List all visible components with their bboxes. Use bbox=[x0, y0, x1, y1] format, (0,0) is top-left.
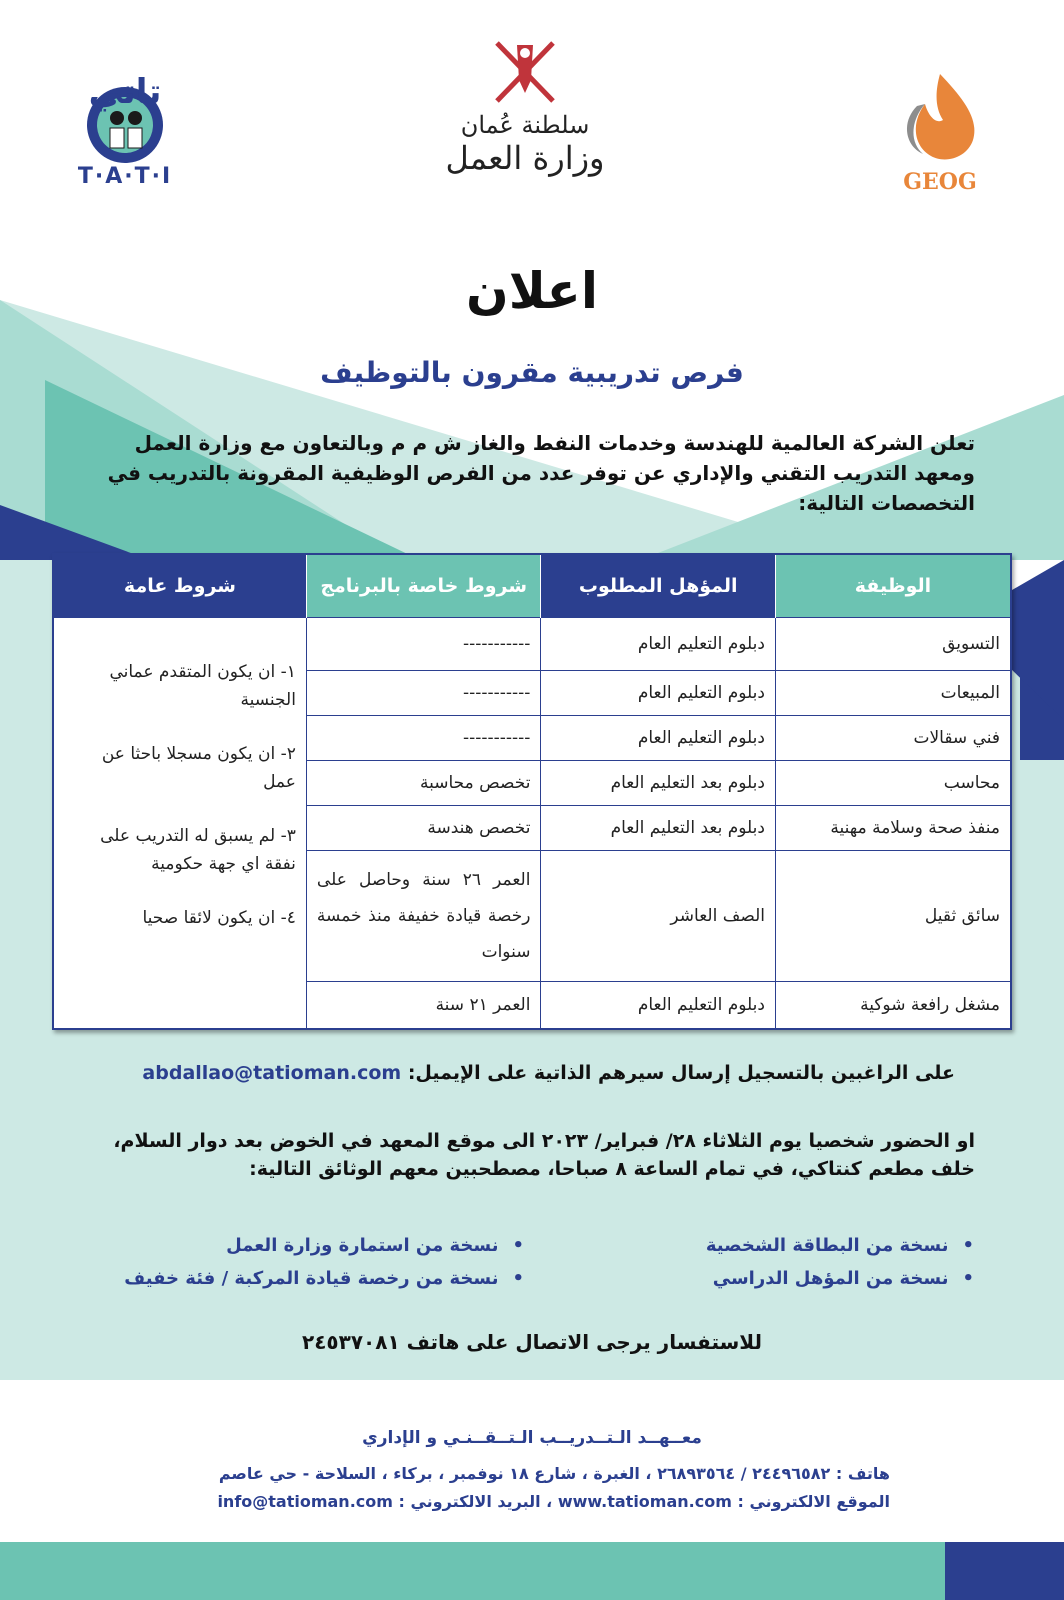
general-conditions-cell bbox=[53, 618, 306, 1030]
header-qualification: المؤهل المطلوب bbox=[541, 554, 776, 618]
general-condition: ٤- ان يكون لائقا صحيا bbox=[142, 908, 296, 928]
footer-web-mail bbox=[170, 1492, 890, 1511]
footer-phone-address: هاتف : ٢٤٤٩٦٥٨٢ / ٢٦٨٩٣٥٦٤ ، الغبرة ، شارع ١٨ نوفمبر ، بركاء ، السلاحة - حي عاصم bbox=[218, 1464, 890, 1483]
ministry-logo bbox=[425, 35, 625, 200]
email-instruction-text: على الراغبين بالتسجيل إرسال سيرهم الذاتية على الإيميل: bbox=[407, 1062, 955, 1084]
qualification-cell: الصف العاشر bbox=[541, 851, 776, 982]
email-instruction bbox=[90, 1062, 955, 1084]
document-item: •نسخة من البطاقة الشخصية bbox=[705, 1235, 974, 1256]
job-cell: مشغل رافعة شوكية bbox=[775, 982, 1011, 1030]
document-item: •نسخة من رخصة قيادة المركبة / فئة خفيف bbox=[124, 1268, 524, 1289]
document-item: •نسخة من استمارة وزارة العمل bbox=[226, 1235, 524, 1256]
job-cell: محاسب bbox=[775, 761, 1011, 806]
header-general: شروط عامة bbox=[53, 554, 306, 618]
geog-text: GEOG bbox=[903, 169, 977, 195]
general-condition: ١- ان يكون المتقدم عماني الجنسية bbox=[109, 662, 296, 710]
footer-web-label: الموقع الالكتروني : bbox=[737, 1492, 890, 1511]
documents-list-right bbox=[706, 1229, 974, 1295]
job-cell: منفذ صحة وسلامة مهنية bbox=[775, 806, 1011, 851]
qualification-cell: دبلوم التعليم العام bbox=[541, 982, 776, 1030]
footer-institute-name: معــهــد الـتــدريــب الـتــقــنـي و الإداري bbox=[362, 1428, 702, 1448]
bullet-icon: • bbox=[512, 1235, 524, 1256]
page-title: اعلان bbox=[466, 262, 598, 320]
qualification-cell: دبلوم التعليم العام bbox=[541, 671, 776, 716]
job-cell: فني سقالات bbox=[775, 716, 1011, 761]
footer-website-link[interactable]: www.tatioman.com bbox=[557, 1492, 732, 1511]
jobs-table bbox=[52, 553, 1012, 1030]
general-condition: ٣- لم يسبق له التدريب على نفقة اي جهة حكومية bbox=[100, 826, 296, 874]
special-cell: ----------- bbox=[306, 618, 541, 671]
footer-email-link[interactable]: info@tatioman.com bbox=[217, 1492, 393, 1511]
special-cell: العمر ٢٦ سنة وحاصل على رخصة قيادة خفيفة منذ خمسة سنوات bbox=[306, 851, 541, 982]
table-row bbox=[53, 618, 1011, 671]
special-cell: ----------- bbox=[306, 671, 541, 716]
special-cell: تخصص محاسبة bbox=[306, 761, 541, 806]
general-condition: ٢- ان يكون مسجلا باحثا عن عمل bbox=[101, 744, 296, 792]
special-cell: تخصص هندسة bbox=[306, 806, 541, 851]
page-subtitle: فرص تدريبية مقرون بالتوظيف bbox=[320, 356, 744, 389]
document-item: •نسخة من المؤهل الدراسي bbox=[712, 1268, 974, 1289]
tati-logo bbox=[55, 70, 195, 195]
header-job: الوظيفة bbox=[775, 554, 1011, 618]
oman-emblem-icon bbox=[485, 35, 565, 105]
header-special: شروط خاصة بالبرنامج bbox=[306, 554, 541, 618]
flame-icon bbox=[895, 70, 985, 165]
qualification-cell: دبلوم بعد التعليم العام bbox=[541, 806, 776, 851]
job-cell: التسويق bbox=[775, 618, 1011, 671]
qualification-cell: دبلوم التعليم العام bbox=[541, 716, 776, 761]
inquiry-phone: للاستفسار يرجى الاتصال على هاتف ٢٤٥٣٧٠٨١ bbox=[302, 1330, 762, 1354]
bullet-icon: • bbox=[962, 1268, 974, 1289]
qualification-cell: دبلوم بعد التعليم العام bbox=[541, 761, 776, 806]
tati-arabic-text: تاتي bbox=[88, 72, 162, 112]
ministry-line1: سلطنة عُمان bbox=[460, 111, 590, 139]
intro-paragraph: تعلن الشركة العالمية للهندسة وخدمات النفط والغاز ش م م وبالتعاون مع وزارة العمل ومعهد التدريب التقني والإداري عن توفر عدد من الفرص الوظيفية المقرونة بالتدريب في التخصصات التالية: bbox=[107, 431, 975, 515]
special-cell: العمر ٢١ سنة bbox=[306, 982, 541, 1030]
bullet-icon: • bbox=[512, 1268, 524, 1289]
qualification-cell: دبلوم التعليم العام bbox=[541, 618, 776, 671]
special-cell: ----------- bbox=[306, 716, 541, 761]
documents-list-left bbox=[124, 1229, 524, 1295]
tati-latin-text: T·A·T·I bbox=[77, 164, 173, 189]
contact-email-link[interactable]: abdallao@tatioman.com bbox=[142, 1062, 402, 1084]
table-header-row bbox=[53, 554, 1011, 618]
visit-instructions: او الحضور شخصيا يوم الثلاثاء ٢٨/ فبراير/ ٢٠٢٣ الى موقع المعهد في الخوض بعد دوار السلام، خلف مطعم كنتاكي، في تمام الساعة ٨ صباحا، مصطحبين معهم الوثائق التالية: bbox=[113, 1130, 975, 1180]
geog-logo bbox=[895, 70, 985, 195]
footer-mail-label: ، البريد الالكتروني : bbox=[398, 1492, 553, 1511]
ministry-line2: وزارة العمل bbox=[445, 139, 605, 177]
job-cell: المبيعات bbox=[775, 671, 1011, 716]
job-cell: سائق ثقيل bbox=[775, 851, 1011, 982]
bullet-icon: • bbox=[962, 1235, 974, 1256]
